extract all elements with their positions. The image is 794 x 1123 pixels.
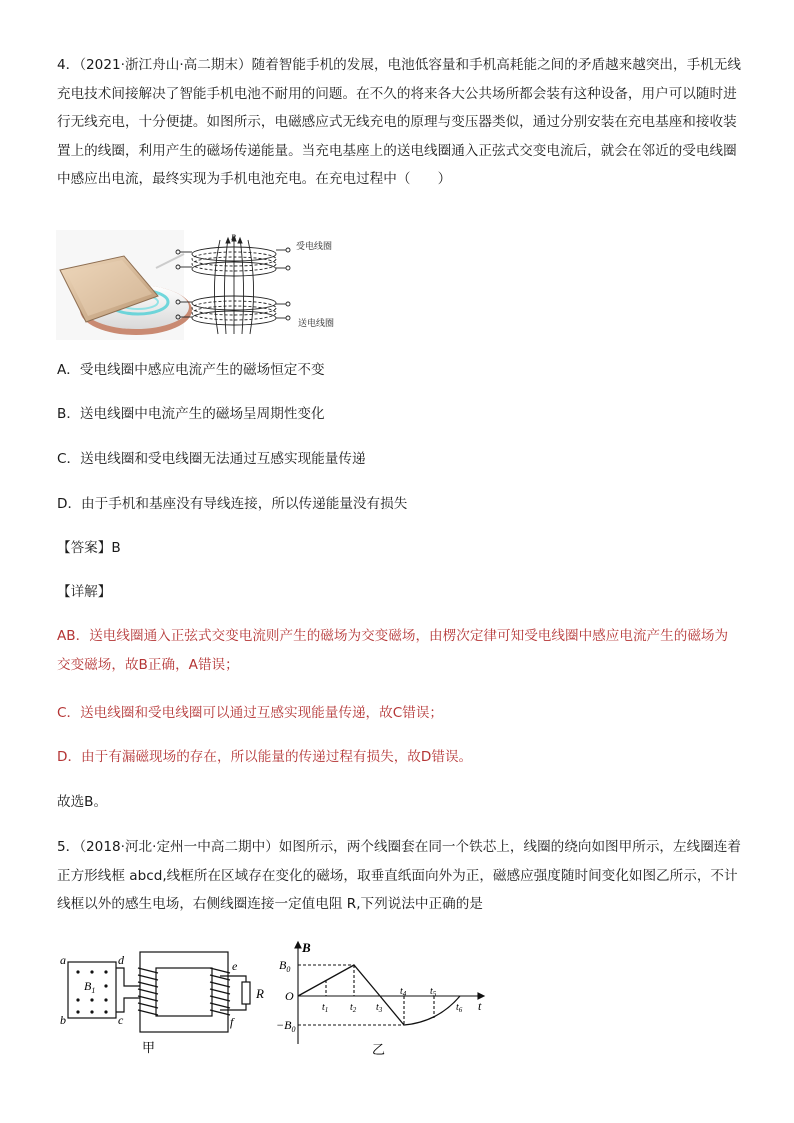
tick-t5: $t_5$ [430, 986, 437, 998]
q4-option-d: D．由于手机和基座没有导线连接，所以传递能量没有损失 [57, 496, 408, 512]
caption-jia: 甲 [142, 1040, 156, 1055]
q4-conclusion: 故选B。 [57, 794, 108, 810]
q4-answer: 【答案】B [57, 540, 121, 556]
label-f: f [230, 1015, 234, 1029]
q4-detail-d: D．由于有漏磁现场的存在，所以能量的传递过程有损失，故D错误。 [57, 749, 473, 765]
q4-option-a: A．受电线圈中感应电流产生的磁场恒定不变 [57, 362, 325, 378]
label-b1: $B_1$ [84, 979, 96, 995]
tick-t1: $t_1$ [322, 1002, 329, 1014]
q5-figure-jia [58, 948, 270, 1060]
q5-figure-yi [278, 938, 492, 1060]
q4-option-c: C．送电线圈和受电线圈无法通过互感实现能量传递 [57, 451, 366, 467]
label-a: a [60, 953, 66, 967]
x-axis-label: t [478, 999, 482, 1013]
label-b: b [60, 1013, 66, 1027]
label-c: c [118, 1013, 124, 1027]
coil-diagram [176, 236, 290, 334]
circuit-diagram [58, 948, 270, 1060]
neg-b0-label: $-B_0$ [276, 1018, 296, 1034]
label-e: e [232, 959, 238, 973]
q5-stem: 5．（2018·河北·定州一中高二期中）如图所示，两个线圈套在同一个铁芯上，线圈的绕向如图甲所示，左线圈连着正方形线框 abcd,线框所在区域存在变化的磁场，取垂直纸面向外为正，磁感应强度随时间变化如图乙所示，不计线框以外的感生电场，右侧线圈连接一定值电阻 R,下列说法中正确的是 [57, 839, 741, 912]
receiver-coil-label: 受电线圈 [296, 241, 333, 251]
tick-t4: $t_4$ [400, 986, 407, 998]
label-r: R [256, 986, 264, 1001]
b-t-graph [278, 938, 492, 1060]
b0-label: $B_0$ [279, 958, 291, 974]
charger-photo [56, 230, 192, 340]
q4-detail-ab: AB．送电线圈通入正弦式交变电流则产生的磁场为交变磁场，由楞次定律可知受电线圈中感应电流产生的磁场为交变磁场，故B正确，A错误； [57, 628, 729, 673]
q4-detail-heading: 【详解】 [57, 584, 112, 600]
origin-label: O [285, 989, 294, 1003]
tick-t6: $t_6$ [456, 1002, 463, 1014]
q4-stem: 4．（2021·浙江舟山·高二期末）随着智能手机的发展，电池低容量和手机高耗能之间的矛盾越来越突出，手机无线充电技术间接解决了智能手机电池不耐用的问题。在不久的将来各大公共场所都会装有这种设备，用户可以随时进行无线充电，十分便捷。如图所示，电磁感应式无线充电的原理与变压器类似，通过分别安装在充电基座和接收装置上的线圈，利用产生的磁场传递能量。当充电基座上的送电线圈通入正弦式交变电流后，就会在邻近的受电线圈中感应出电流，最终实现为手机电池充电。在充电过程中（ ） [57, 57, 741, 187]
q4-figure [56, 230, 356, 340]
tick-t2: $t_2$ [350, 1002, 357, 1014]
caption-yi: 乙 [372, 1042, 386, 1057]
label-d: d [118, 953, 124, 967]
y-axis-label: B [302, 940, 311, 955]
field-label: B [231, 233, 236, 242]
q4-detail-c: C．送电线圈和受电线圈可以通过互感实现能量传递，故C错误； [57, 705, 444, 721]
q4-option-b: B．送电线圈中电流产生的磁场呈周期性变化 [57, 406, 325, 422]
sender-coil-label: 送电线圈 [298, 318, 335, 328]
tick-t3: $t_3$ [376, 1002, 383, 1014]
wireless-charging-figure [56, 230, 356, 340]
